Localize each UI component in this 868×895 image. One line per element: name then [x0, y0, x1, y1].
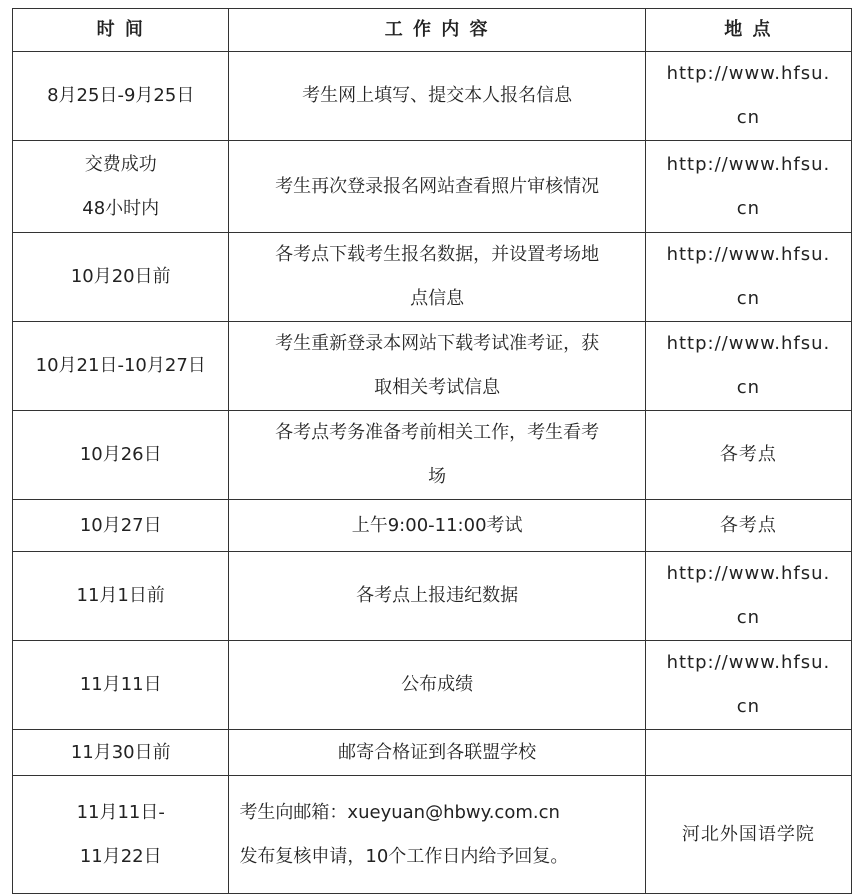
schedule-body — [13, 52, 852, 894]
place-cell-line: cn — [736, 607, 761, 628]
place-cell-line: cn — [736, 197, 761, 219]
header-work: 工 作 内 容 — [229, 9, 645, 52]
work-cell — [229, 322, 645, 411]
place-cell-line: http://www.hfsu. — [666, 63, 831, 84]
place-cell-line: cn — [736, 288, 761, 309]
work-cell-line: 各考点上报违纪数据 — [356, 585, 519, 606]
place-cell-line: http://www.hfsu. — [666, 244, 831, 265]
work-cell-line: 上午9:00-11:00考试 — [351, 514, 523, 536]
place-cell-line: 河北外国语学院 — [681, 823, 815, 845]
table-row — [13, 411, 852, 500]
place-cell — [645, 411, 851, 500]
time-cell-line: 48小时内 — [82, 197, 160, 219]
table-row — [13, 233, 852, 322]
work-cell-line: 取相关考试信息 — [374, 377, 501, 398]
work-cell-line: 场 — [428, 466, 447, 487]
time-cell — [13, 730, 229, 776]
work-cell — [229, 552, 645, 641]
table-row — [13, 641, 852, 730]
work-cell — [229, 52, 645, 141]
place-cell — [645, 52, 851, 141]
place-cell — [645, 776, 851, 894]
time-cell-line: 11月30日前 — [70, 741, 171, 763]
place-cell — [645, 641, 851, 730]
place-cell-line: cn — [736, 107, 761, 128]
place-cell-line: 各考点 — [719, 514, 777, 536]
place-cell — [645, 500, 851, 552]
schedule-table — [12, 8, 852, 894]
place-cell-line: http://www.hfsu. — [666, 563, 831, 584]
work-cell — [229, 233, 645, 322]
table-row — [13, 730, 852, 776]
table-row — [13, 52, 852, 141]
work-cell — [229, 141, 645, 233]
time-cell-line: 8月25日-9月25日 — [47, 85, 195, 106]
work-cell-line: 发布复核申请，10个工作日内给予回复。 — [239, 845, 569, 867]
place-cell-line: http://www.hfsu. — [666, 333, 831, 354]
time-cell — [13, 552, 229, 641]
place-cell — [645, 552, 851, 641]
work-cell-line: 考生向邮箱：xueyuan@hbwy.com.cn — [239, 801, 560, 823]
place-cell — [645, 141, 851, 233]
time-cell-line: 10月20日前 — [70, 266, 171, 287]
work-cell — [229, 500, 645, 552]
header-time: 时 间 — [13, 9, 229, 52]
header-place: 地 点 — [645, 9, 851, 52]
time-cell — [13, 141, 229, 233]
place-cell-line: cn — [736, 696, 761, 717]
time-cell — [13, 52, 229, 141]
time-cell-line: 10月27日 — [79, 514, 162, 536]
time-cell — [13, 776, 229, 894]
work-cell-line: 各考点考务准备考前相关工作，考生看考 — [275, 422, 600, 443]
time-cell — [13, 233, 229, 322]
work-cell-line: 点信息 — [410, 288, 465, 309]
place-cell-line: http://www.hfsu. — [666, 652, 831, 673]
table-row — [13, 500, 852, 552]
work-cell — [229, 776, 645, 894]
time-cell-line: 11月1日前 — [76, 585, 165, 606]
table-row — [13, 776, 852, 894]
time-cell — [13, 411, 229, 500]
time-cell-line: 10月26日 — [79, 444, 162, 465]
work-cell-line: 考生再次登录报名网站查看照片审核情况 — [275, 175, 600, 197]
header-row — [13, 9, 852, 52]
time-cell-line: 11月11日 — [79, 674, 162, 695]
work-cell-line: 考生网上填写、提交本人报名信息 — [302, 85, 573, 106]
table-row — [13, 552, 852, 641]
time-cell-line: 交费成功 — [84, 153, 157, 175]
table-row — [13, 322, 852, 411]
table-row — [13, 141, 852, 233]
place-cell — [645, 322, 851, 411]
place-cell — [645, 730, 851, 776]
work-cell-line: 公布成绩 — [401, 674, 474, 695]
work-cell-line: 考生重新登录本网站下载考试准考证，获 — [275, 333, 600, 354]
place-cell-line: cn — [736, 377, 761, 398]
place-cell-line: 各考点 — [719, 444, 777, 465]
time-cell — [13, 641, 229, 730]
work-cell-line: 各考点下载考生报名数据，并设置考场地 — [275, 244, 600, 265]
time-cell-line: 11月11日- — [76, 801, 165, 823]
work-cell — [229, 730, 645, 776]
place-cell — [645, 233, 851, 322]
work-cell-line: 邮寄合格证到各联盟学校 — [338, 741, 537, 763]
work-cell — [229, 411, 645, 500]
time-cell-line: 10月21日-10月27日 — [35, 355, 206, 376]
place-cell-line: http://www.hfsu. — [666, 153, 831, 175]
work-cell — [229, 641, 645, 730]
time-cell-line: 11月22日 — [79, 845, 162, 867]
time-cell — [13, 322, 229, 411]
time-cell — [13, 500, 229, 552]
